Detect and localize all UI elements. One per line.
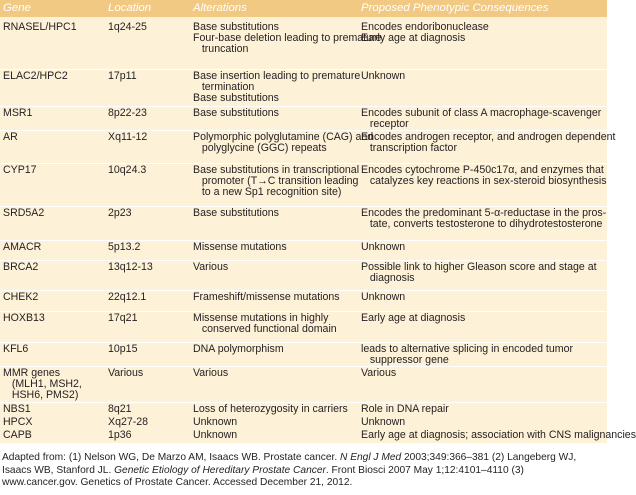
cell-consequences: Unknown	[361, 291, 406, 303]
footnote-journal: N Engl J Med	[340, 452, 402, 463]
cell-consequences: catalyzes key reactions in sex-steroid biosynthesis	[361, 175, 607, 188]
cell-alterations: Base substitutions	[193, 92, 279, 105]
cell-location: 1q24-25	[108, 21, 147, 33]
cell-gene: CHEK2	[3, 291, 39, 303]
cell-alterations: Base substitutions	[193, 107, 279, 119]
cell-alterations: Unknown	[193, 429, 238, 441]
cell-gene: RNASEL/HPC1	[3, 21, 77, 33]
header-gene: Gene	[3, 2, 31, 14]
cell-consequences: Early age at diagnosis	[361, 32, 466, 45]
row-separator	[0, 240, 607, 241]
cell-gene: CAPB	[3, 429, 32, 441]
cell-consequences: Possible link to higher Gleason score and stage at	[361, 261, 597, 273]
cell-alterations: Four-base deletion leading to premature	[193, 32, 382, 45]
cell-consequences: Unknown	[361, 241, 406, 253]
cell-location: 5p13.2	[108, 241, 141, 253]
cell-location: 10p15	[108, 343, 138, 355]
cell-alterations: Polymorphic polyglutamine (CAG) and	[193, 131, 374, 143]
cell-location: 8p22-23	[108, 107, 147, 119]
cell-gene: CYP17	[3, 164, 37, 176]
header-consequences: Proposed Phenotypic Consequences	[361, 2, 549, 14]
cell-consequences: Early age at diagnosis; association with CNS malignancies	[361, 429, 636, 441]
cell-gene: KFL6	[3, 343, 29, 355]
cell-location: 1p36	[108, 429, 132, 441]
cell-consequences: Early age at diagnosis	[361, 312, 466, 324]
cell-consequences: Encodes endoribonuclease	[361, 21, 489, 33]
cell-gene: AMACR	[3, 241, 42, 253]
cell-consequences: Various	[361, 367, 397, 379]
footnote-text-3: . Front Biosci 2007 May 1;12:4101–4110 (3) www.cancer.gov. Genetics of Prostate Cancer. Accessed December 21, 2012.	[2, 464, 524, 489]
cell-gene: SRD5A2	[3, 207, 45, 219]
cell-consequences: leads to alternative splicing in encoded tumor	[361, 343, 573, 355]
cell-alterations: Loss of heterozygosity in carriers	[193, 403, 348, 415]
cell-location: 10q24.3	[108, 164, 147, 176]
cell-gene: MSR1	[3, 107, 33, 119]
cell-alterations: promoter (T→C transition leading	[193, 175, 359, 188]
cell-consequences: Encodes cytochrome P-450c17α, and enzymes that	[361, 164, 604, 176]
cell-alterations: Frameshift/missense mutations	[193, 291, 340, 303]
cell-alterations: termination	[193, 81, 255, 94]
cell-gene: ELAC2/HPC2	[3, 70, 68, 82]
cell-location: 17q21	[108, 312, 138, 324]
row-separator	[0, 366, 607, 367]
cell-gene: NBS1	[3, 403, 31, 415]
cell-consequences: Unknown	[361, 70, 406, 82]
cell-location: 13q12-13	[108, 261, 153, 273]
footnote-text-2: 2003;349:366–381 (2) Langeberg WJ, Isaacs WB, Stanford JL.	[2, 452, 577, 476]
cell-gene: HPCX	[3, 416, 33, 428]
cell-consequences: Unknown	[361, 416, 406, 428]
cell-location: 22q12.1	[108, 291, 147, 303]
cell-gene: MMR genes	[3, 367, 61, 379]
footnote-title: Genetic Etiology of Hereditary Prostate Cancer	[114, 464, 326, 476]
table-header	[0, 0, 607, 17]
cell-location: 8q21	[108, 403, 132, 415]
cell-alterations: DNA polymorphism	[193, 343, 284, 355]
cell-location: 2p23	[108, 207, 132, 219]
cell-alterations: Missense mutations in highly	[193, 312, 329, 324]
cell-alterations: conserved functional domain	[193, 323, 337, 336]
cell-consequences: suppressor gene	[361, 354, 449, 367]
cell-consequences: transcription factor	[361, 142, 457, 155]
cell-alterations: Base substitutions	[193, 207, 279, 219]
cell-consequences: tate, converts testosterone to dihydrotestosterone	[361, 218, 603, 231]
cell-gene: BRCA2	[3, 261, 39, 273]
cell-alterations: Base substitutions	[193, 21, 279, 33]
cell-gene: (MLH1, MSH2,	[3, 378, 82, 391]
cell-alterations: truncation	[193, 43, 249, 56]
footnote-text-1: Adapted from: (1) Nelson WG, De Marzo AM, Isaacs WB. Prostate cancer.	[2, 452, 341, 463]
cell-consequences: Role in DNA repair	[361, 403, 449, 415]
header-alterations: Alterations	[193, 2, 247, 14]
cell-alterations: Base insertion leading to premature	[193, 70, 361, 82]
source-footnote	[2, 452, 602, 490]
cell-consequences: diagnosis	[361, 272, 415, 285]
cell-alterations: Missense mutations	[193, 241, 287, 253]
cell-alterations: polyglycine (GGC) repeats	[193, 142, 327, 155]
cell-consequences: Encodes subunit of class A macrophage-scavenger	[361, 107, 602, 119]
header-location: Location	[108, 2, 152, 14]
cell-alterations: to a new Sp1 recognition site)	[193, 186, 342, 199]
cell-consequences: Encodes the predominant 5-α-reductase in the pros-	[361, 207, 607, 219]
cell-location: Various	[108, 367, 144, 379]
cell-alterations: Various	[193, 367, 229, 379]
cell-location: 17p11	[108, 70, 137, 82]
cell-alterations: Unknown	[193, 416, 238, 428]
cell-consequences: Encodes androgen receptor, and androgen dependent	[361, 131, 616, 143]
cell-consequences: receptor	[361, 118, 409, 131]
cell-location: Xq11-12	[108, 131, 148, 143]
cell-alterations: Various	[193, 261, 229, 273]
cell-gene: AR	[3, 131, 18, 143]
cell-gene: HSH6, PMS2)	[3, 389, 79, 402]
cell-location: Xq27-28	[108, 416, 149, 428]
cell-alterations: Base substitutions in transcriptional	[193, 164, 360, 176]
cell-gene: HOXB13	[3, 312, 45, 324]
